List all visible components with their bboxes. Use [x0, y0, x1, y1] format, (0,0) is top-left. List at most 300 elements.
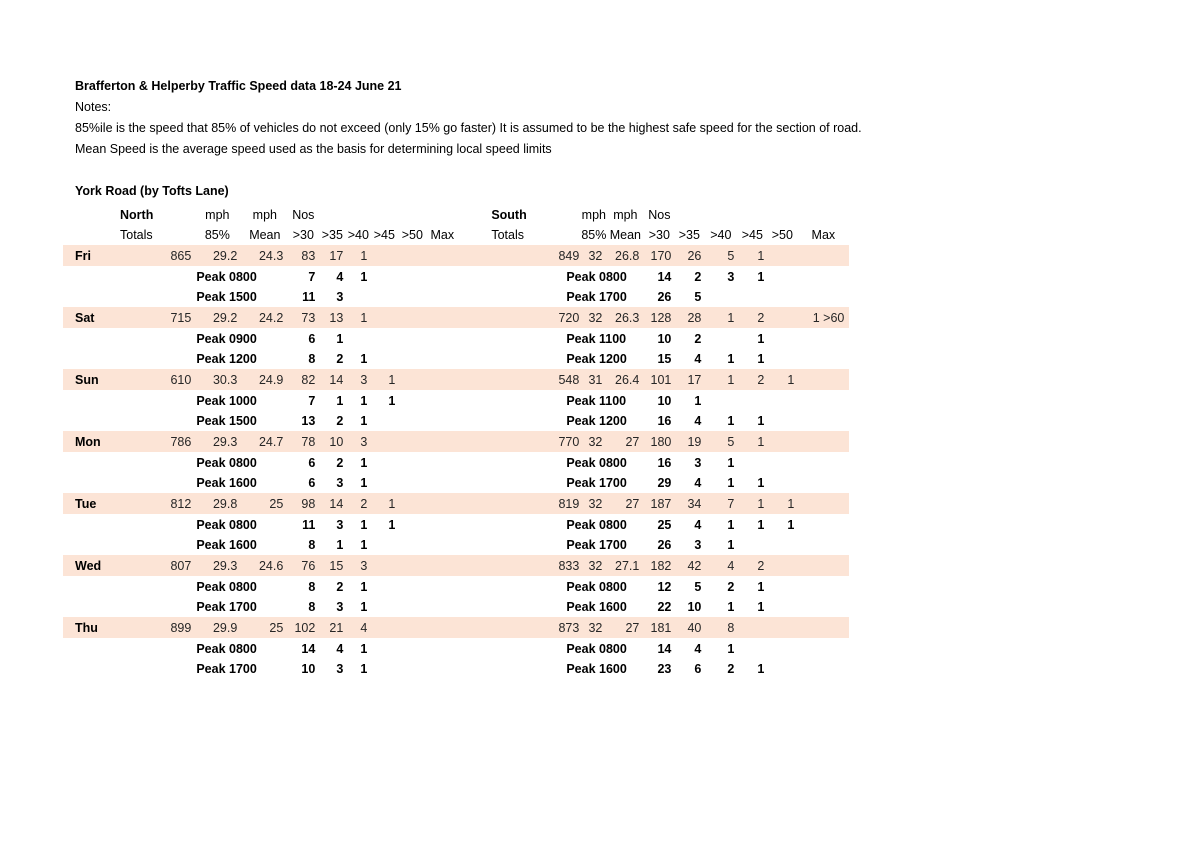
cell-south-p85: 32 [581, 307, 606, 328]
gap-cell [458, 493, 486, 514]
north-peak-label: Peak 1200 [196, 352, 257, 366]
cell-north-g30: 14 [301, 641, 316, 656]
cell-north-g50 [398, 411, 426, 431]
cell-north-p85: 29.3 [193, 555, 241, 576]
cell-south-g30: 22 [657, 600, 672, 614]
spacer-cell [548, 225, 581, 245]
cell-south-g35: 2 [694, 331, 702, 346]
cell-north-mean: 25 [241, 617, 288, 638]
cell-north-total: 812 [153, 493, 193, 514]
south-label-cell [486, 493, 548, 514]
cell-north-total [153, 349, 193, 369]
cell-north-g45 [370, 597, 398, 617]
spacer-cell [674, 204, 704, 225]
cell-north-total [153, 266, 193, 287]
cell-north-g50 [398, 369, 426, 390]
cell-south-g35: 2 [694, 269, 702, 284]
cell-south-g40: 1 [727, 641, 735, 656]
cell-south-g50 [767, 349, 797, 369]
spacer-cell [153, 204, 193, 225]
cell-north-max [426, 349, 458, 369]
south-direction-label: South [491, 207, 527, 222]
peak-row [63, 597, 849, 617]
south-label-cell [486, 369, 548, 390]
south-unit-mph-2: mph [613, 207, 638, 222]
peak-row [63, 411, 849, 431]
cell-north-total [153, 411, 193, 431]
day-row [63, 369, 849, 390]
north-peak-label: Peak 1600 [196, 476, 257, 490]
cell-north-g30: 11 [302, 290, 316, 304]
gap-cell [458, 369, 486, 390]
cell-north-g50 [398, 638, 426, 659]
cell-north-g30: 8 [308, 352, 316, 366]
day-cell [63, 411, 153, 431]
cell-south-g40: 1 [727, 538, 735, 552]
cell-north-max [426, 369, 458, 390]
gap-cell [458, 555, 486, 576]
north-peak-label: Peak 0800 [196, 517, 257, 532]
south-peak-label: Peak 1200 [566, 352, 627, 366]
south-peak-label: Peak 1100 [566, 393, 627, 408]
cell-north-max [426, 411, 458, 431]
north-peak-label: Peak 0800 [196, 641, 257, 656]
cell-south-max [797, 597, 849, 617]
cell-south-max [797, 576, 849, 597]
north-header-85pct: 85% [204, 228, 230, 242]
cell-south-g30: 170 [644, 245, 674, 266]
cell-south-g35: 4 [694, 517, 702, 532]
cell-south-g45 [737, 535, 767, 555]
cell-south-g40: 1 [727, 352, 735, 366]
cell-south-max [797, 473, 849, 493]
cell-north-g35: 4 [336, 641, 344, 656]
south-label-cell [486, 473, 548, 493]
day-cell [63, 452, 153, 473]
cell-south-g50 [767, 245, 797, 266]
cell-south-g40 [704, 328, 737, 349]
cell-south-g45 [737, 390, 767, 411]
cell-south-g35: 42 [674, 555, 704, 576]
cell-north-g50 [398, 390, 426, 411]
north-header-gt35: >35 [321, 228, 343, 242]
cell-south-g30: 26 [657, 538, 672, 552]
cell-south-g40: 2 [727, 579, 735, 594]
cell-south-g50 [767, 411, 797, 431]
cell-north-g40: 1 [360, 517, 368, 532]
south-label-cell [486, 287, 548, 307]
cell-south-g35: 4 [694, 641, 702, 656]
cell-south-g40: 5 [704, 245, 737, 266]
cell-south-g40: 3 [727, 269, 735, 284]
cell-south-g35: 5 [694, 579, 702, 594]
day-cell [63, 576, 153, 597]
cell-north-total: 786 [153, 431, 193, 452]
south-header-gt45: >45 [741, 228, 763, 242]
cell-south-p85: 31 [581, 369, 606, 390]
peak-row [63, 266, 849, 287]
note-line-2: Mean Speed is the average speed used as the basis for determining local speed limits [75, 142, 552, 156]
peak-row [63, 287, 849, 307]
cell-south-g35: 4 [694, 476, 702, 490]
cell-south-g40: 4 [704, 555, 737, 576]
gap-cell [458, 411, 486, 431]
cell-north-max [426, 452, 458, 473]
day-cell: Tue [63, 493, 153, 514]
spacer-cell [426, 204, 458, 225]
cell-south-g30: 182 [644, 555, 674, 576]
cell-south-max [797, 287, 849, 307]
south-label-cell [486, 638, 548, 659]
cell-north-g35: 14 [318, 369, 346, 390]
north-peak-label: Peak 1700 [196, 662, 257, 676]
north-peak-label: Peak 1000 [196, 393, 257, 408]
cell-south-g50 [767, 473, 797, 493]
south-header-max: Max [811, 228, 836, 242]
cell-north-g40: 3 [346, 369, 370, 390]
cell-south-g45: 1 [757, 517, 765, 532]
day-cell [63, 638, 153, 659]
cell-south-g45: 1 [757, 662, 765, 676]
cell-north-g45: 1 [370, 369, 398, 390]
cell-north-g30: 82 [288, 369, 318, 390]
cell-north-g50 [398, 245, 426, 266]
day-cell: Fri [63, 245, 153, 266]
cell-south-mean: 26.8 [606, 245, 644, 266]
cell-south-g45: 1 [757, 579, 765, 594]
cell-north-total [153, 514, 193, 535]
cell-north-max [426, 390, 458, 411]
cell-south-p85: 32 [581, 493, 606, 514]
cell-north-g30: 6 [308, 331, 316, 346]
cell-south-g35: 26 [674, 245, 704, 266]
cell-south-g50 [767, 390, 797, 411]
cell-north-max [426, 535, 458, 555]
cell-north-g35: 13 [318, 307, 346, 328]
cell-south-g45: 2 [737, 369, 767, 390]
south-header-gt40: >40 [710, 228, 732, 242]
north-peak-label: Peak 0800 [196, 455, 257, 470]
spacer-cell [398, 204, 426, 225]
cell-south-g35: 17 [674, 369, 704, 390]
cell-north-g50 [398, 535, 426, 555]
cell-north-g35: 2 [336, 455, 344, 470]
cell-south-g50 [767, 617, 797, 638]
cell-north-g40: 1 [360, 414, 368, 428]
cell-north-g35: 3 [336, 290, 344, 304]
north-header-gt40: >40 [347, 228, 369, 242]
gap-cell [458, 390, 486, 411]
cell-south-g35: 28 [674, 307, 704, 328]
peak-row [63, 473, 849, 493]
cell-south-max [797, 349, 849, 369]
spacer-cell [153, 225, 193, 245]
cell-south-g30: 26 [657, 290, 672, 304]
day-cell: Wed [63, 555, 153, 576]
spacer-cell [370, 204, 398, 225]
cell-north-max [426, 597, 458, 617]
south-peak-label: Peak 1700 [566, 476, 627, 490]
gap-cell [458, 659, 486, 679]
cell-north-p85: 29.9 [193, 617, 241, 638]
cell-north-p85: 29.3 [193, 431, 241, 452]
cell-north-g35: 17 [318, 245, 346, 266]
cell-south-g45: 1 [757, 414, 765, 428]
cell-south-max [797, 411, 849, 431]
cell-north-g40: 1 [346, 307, 370, 328]
south-label-cell [486, 328, 548, 349]
spacer-cell [737, 204, 767, 225]
cell-south-max [797, 555, 849, 576]
gap-cell [458, 245, 486, 266]
cell-north-g40: 1 [360, 352, 368, 366]
south-peak-label: Peak 0800 [566, 517, 627, 532]
cell-north-g50 [398, 617, 426, 638]
peak-row [63, 576, 849, 597]
cell-north-g40: 3 [346, 555, 370, 576]
cell-north-g40: 4 [346, 617, 370, 638]
cell-south-p85: 32 [581, 555, 606, 576]
cell-north-max [426, 307, 458, 328]
cell-north-g45 [370, 245, 398, 266]
cell-south-max [797, 514, 849, 535]
cell-south-g40 [704, 287, 737, 307]
cell-north-g30: 102 [288, 617, 318, 638]
cell-south-mean: 27.1 [606, 555, 644, 576]
cell-south-g30: 10 [657, 393, 672, 408]
cell-north-total: 610 [153, 369, 193, 390]
south-label-cell [486, 576, 548, 597]
cell-south-g30: 29 [657, 476, 672, 490]
north-peak-label: Peak 0800 [196, 579, 257, 594]
peak-row [63, 638, 849, 659]
cell-south-total: 873 [548, 617, 581, 638]
cell-north-g30: 73 [288, 307, 318, 328]
cell-south-g50 [767, 576, 797, 597]
spacer-cell [318, 204, 346, 225]
cell-north-g50 [398, 659, 426, 679]
cell-north-g35: 3 [336, 662, 344, 676]
day-row [63, 307, 849, 328]
cell-north-total: 899 [153, 617, 193, 638]
cell-south-max [797, 617, 849, 638]
cell-north-max [426, 493, 458, 514]
peak-row [63, 535, 849, 555]
south-unit-nos: Nos [648, 207, 671, 222]
cell-south-p85: 32 [581, 617, 606, 638]
cell-north-g50 [398, 349, 426, 369]
cell-south-g30: 101 [644, 369, 674, 390]
gap-cell [458, 349, 486, 369]
north-direction-label: North [120, 207, 154, 222]
south-peak-label: Peak 1600 [566, 600, 627, 614]
note-line-1: 85%ile is the speed that 85% of vehicles do not exceed (only 15% go faster) It is assumed to be the highest safe speed for the section of road. [75, 121, 862, 135]
cell-south-max [797, 431, 849, 452]
north-header-mean: Mean [249, 228, 281, 242]
cell-south-g45: 1 [737, 431, 767, 452]
cell-north-g40: 1 [360, 600, 368, 614]
cell-south-g45 [737, 638, 767, 659]
cell-north-g50 [398, 576, 426, 597]
day-cell [63, 390, 153, 411]
cell-south-g40: 8 [704, 617, 737, 638]
south-label-cell [486, 555, 548, 576]
cell-north-g35: 4 [336, 269, 344, 284]
north-unit-nos: Nos [292, 207, 315, 222]
cell-north-g40: 1 [360, 641, 368, 656]
south-label-cell [486, 597, 548, 617]
cell-north-g35: 3 [336, 517, 344, 532]
peak-row [63, 328, 849, 349]
cell-south-g40: 1 [704, 369, 737, 390]
cell-south-g30: 12 [657, 579, 672, 594]
cell-north-g30: 8 [308, 600, 316, 614]
south-peak-label: Peak 1600 [566, 662, 627, 676]
cell-north-g50 [398, 473, 426, 493]
cell-north-mean: 24.7 [241, 431, 288, 452]
cell-south-max [797, 452, 849, 473]
cell-south-total: 548 [548, 369, 581, 390]
cell-north-g35: 2 [336, 414, 344, 428]
cell-north-max [426, 576, 458, 597]
day-cell [63, 266, 153, 287]
cell-south-total: 770 [548, 431, 581, 452]
south-label-cell [486, 266, 548, 287]
cell-north-g45 [370, 576, 398, 597]
cell-south-g35: 40 [674, 617, 704, 638]
cell-north-g30: 11 [302, 517, 316, 532]
section-title: York Road (by Tofts Lane) [75, 184, 229, 198]
gap-cell [458, 307, 486, 328]
cell-south-p85: 32 [581, 245, 606, 266]
cell-north-total [153, 576, 193, 597]
cell-south-g40 [704, 390, 737, 411]
cell-north-g45 [370, 452, 398, 473]
cell-north-g40: 2 [346, 493, 370, 514]
gap-cell [458, 452, 486, 473]
cell-north-max [426, 473, 458, 493]
cell-north-g50 [398, 328, 426, 349]
cell-south-g45 [737, 617, 767, 638]
cell-south-g50: 1 [787, 517, 795, 532]
cell-north-g40: 1 [360, 579, 368, 594]
cell-north-g40: 1 [360, 476, 368, 490]
cell-north-g50 [398, 266, 426, 287]
cell-north-g50 [398, 555, 426, 576]
north-peak-label: Peak 1500 [196, 290, 257, 304]
cell-south-g50: 1 [767, 369, 797, 390]
cell-north-total [153, 287, 193, 307]
south-peak-label: Peak 1700 [566, 538, 627, 552]
cell-south-max [797, 493, 849, 514]
day-row [63, 493, 849, 514]
day-cell: Mon [63, 431, 153, 452]
cell-north-g35: 3 [336, 600, 344, 614]
cell-north-g30: 76 [288, 555, 318, 576]
cell-south-g30: 14 [657, 641, 672, 656]
cell-south-g30: 16 [657, 455, 672, 470]
cell-north-max [426, 245, 458, 266]
spacer-cell [704, 204, 737, 225]
gap-cell [458, 287, 486, 307]
south-label-cell [486, 617, 548, 638]
cell-south-g50 [767, 431, 797, 452]
south-peak-label: Peak 0800 [566, 641, 627, 656]
gap-cell [458, 597, 486, 617]
gap-cell [458, 266, 486, 287]
cell-north-total [153, 659, 193, 679]
cell-north-total: 865 [153, 245, 193, 266]
cell-north-g35: 1 [336, 331, 344, 346]
cell-north-p85: 29.8 [193, 493, 241, 514]
cell-north-g50 [398, 307, 426, 328]
south-header-85pct: 85% [581, 228, 607, 242]
cell-north-g30: 7 [308, 393, 316, 408]
cell-south-max [797, 535, 849, 555]
gap-cell [458, 328, 486, 349]
south-label-cell [486, 307, 548, 328]
cell-south-g50 [767, 659, 797, 679]
cell-south-max [797, 390, 849, 411]
day-cell [63, 659, 153, 679]
south-totals-label: Totals [491, 228, 524, 242]
cell-south-g45 [737, 287, 767, 307]
cell-north-g30: 98 [288, 493, 318, 514]
cell-south-g40: 1 [727, 455, 735, 470]
gap-cell [458, 431, 486, 452]
north-unit-mph-2: mph [252, 207, 277, 222]
cell-south-g30: 23 [657, 662, 672, 676]
cell-north-g35: 3 [336, 476, 344, 490]
cell-north-g40: 1 [360, 393, 368, 408]
cell-north-g45 [370, 535, 398, 555]
cell-north-g45 [370, 266, 398, 287]
south-peak-label: Peak 1700 [566, 290, 627, 304]
cell-south-g40: 7 [704, 493, 737, 514]
north-header-max: Max [430, 228, 455, 242]
cell-north-g45 [370, 555, 398, 576]
cell-north-total [153, 328, 193, 349]
cell-south-g45: 1 [757, 331, 765, 346]
cell-north-g50 [398, 514, 426, 535]
peak-row [63, 514, 849, 535]
cell-north-g45 [370, 617, 398, 638]
cell-south-g35: 4 [694, 352, 702, 366]
cell-north-g40: 1 [360, 269, 368, 284]
day-cell [63, 535, 153, 555]
cell-south-g45: 1 [737, 245, 767, 266]
cell-north-g30: 78 [288, 431, 318, 452]
peak-row [63, 390, 849, 411]
day-row [63, 431, 849, 452]
day-row [63, 617, 849, 638]
cell-south-g35: 3 [694, 455, 702, 470]
cell-north-mean: 24.9 [241, 369, 288, 390]
cell-south-g50 [767, 597, 797, 617]
peak-row [63, 659, 849, 679]
cell-south-g30: 10 [657, 331, 672, 346]
cell-south-mean: 27 [606, 617, 644, 638]
day-cell [63, 597, 153, 617]
cell-north-g35: 1 [336, 393, 344, 408]
cell-south-g30: 15 [657, 352, 672, 366]
south-peak-label: Peak 1200 [566, 414, 627, 428]
north-header-gt30: >30 [292, 228, 314, 242]
cell-north-p85: 29.2 [193, 245, 241, 266]
cell-north-g50 [398, 287, 426, 307]
spacer-cell [548, 204, 581, 225]
cell-north-g35: 2 [336, 579, 344, 594]
